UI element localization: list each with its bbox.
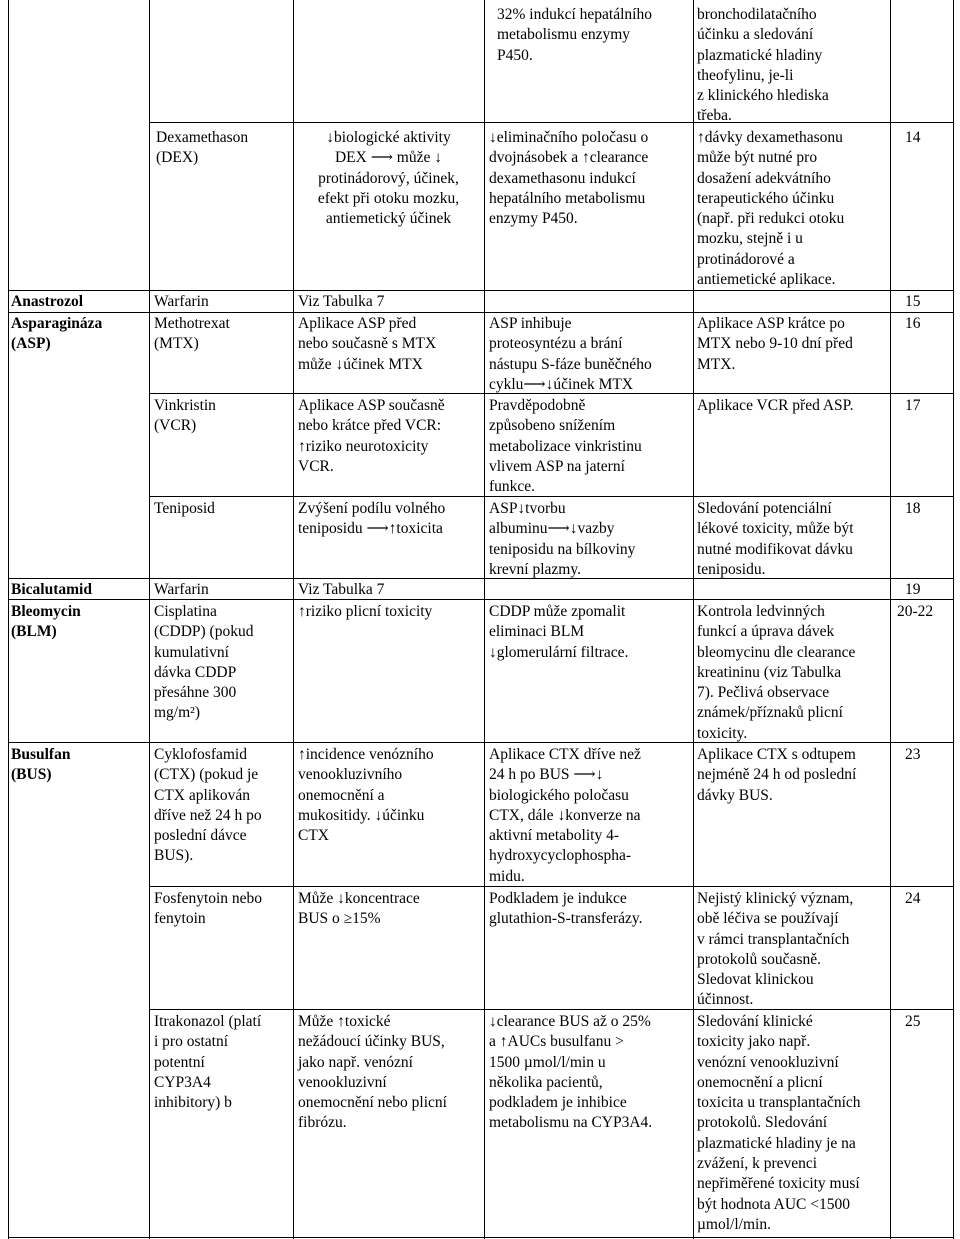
- action-cell: Nejistý klinický význam, obě léčiva se používají v rámci transplantačních protokolů současně. Sledovat klinickou účinnost.: [697, 890, 854, 1009]
- mechanism-cell: ASP↓tvorbu albuminu⟶↓vazby teniposidu na bílkoviny krevní plazmy.: [489, 500, 636, 578]
- effect-cell: Aplikace ASP současně nebo krátce před VCR: ↑riziko neurotoxicity VCR.: [298, 397, 445, 475]
- action-cell: ↑dávky dexamethasonu může být nutné pro dosažení adekvátního terapeutického účinku (např. při redukci otoku mozku, stejně i u protinádorové a antiemetické aplikace.: [697, 129, 845, 289]
- mechanism-cell: ↓clearance BUS až o 25% a ↑AUCs busulfanu > 1500 µmol/l/min u několika pacientů, podkladem je inhibice metabolismu na CYP3A4.: [489, 1013, 653, 1132]
- grid-line: [8, 312, 953, 313]
- agent-cell: Itrakonazol (platí i pro ostatní potentní CYP3A4 inhibitory) b: [154, 1013, 262, 1112]
- agent-cell: Cisplatina (CDDP) (pokud kumulativní dávka CDDP přesáhne 300 mg/m²): [154, 603, 254, 722]
- effect-cell: ↓biologické aktivity DEX ⟶ může ↓ protinádorový, účinek, efekt při otoku mozku, antiemetický účinek: [317, 129, 460, 228]
- ref-cell: 23: [905, 746, 921, 763]
- grid-line: [8, 1237, 953, 1238]
- grid-line: [293, 0, 294, 1239]
- ref-cell: 19: [905, 581, 921, 598]
- drug-name: Bleomycin (BLM): [11, 603, 81, 641]
- grid-line: [953, 0, 954, 1239]
- action-cell: Aplikace ASP krátce po MTX nebo 9-10 dní před MTX.: [697, 315, 853, 373]
- ref-cell: 16: [905, 315, 921, 332]
- ref-cell: 18: [905, 500, 921, 517]
- mechanism-cell: Aplikace CTX dříve než 24 h po BUS ⟶↓ biologického poločasu CTX, dále ↓konverze na aktivní metabolity 4- hydroxycyclophospha- midu.: [489, 746, 641, 885]
- grid-line: [693, 0, 694, 1239]
- ref-cell: 25: [905, 1013, 921, 1030]
- agent-cell: Teniposid: [154, 500, 215, 517]
- drug-name: Asparagináza (ASP): [11, 315, 103, 353]
- effect-cell: Aplikace ASP před nebo současně s MTX může ↓účinek MTX: [298, 315, 437, 373]
- agent-cell: Fosfenytoin nebo fenytoin: [154, 890, 263, 928]
- grid-line: [149, 0, 150, 1239]
- agent-cell: Dexamethason (DEX): [156, 129, 249, 167]
- action-cell: Aplikace VCR před ASP.: [697, 397, 854, 414]
- ref-cell: 14: [905, 129, 921, 146]
- mechanism-cell: Pravděpodobně způsobeno snížením metabolizace vinkristinu vlivem ASP na jaterní funkce.: [489, 397, 642, 496]
- ref-cell: 20-22: [897, 603, 934, 620]
- effect-cell: Zvýšení podílu volného teniposidu ⟶↑toxicita: [298, 500, 446, 538]
- action-cell: Aplikace CTX s odtupem nejméně 24 h od poslední dávky BUS.: [697, 746, 857, 804]
- mechanism-cell: 32% indukcí hepatálního metabolismu enzymy P450.: [497, 6, 652, 64]
- mechanism-cell: ↓eliminačního poločasu o dvojnásobek a ↑clearance dexamethasonu indukcí hepatálního metabolismu enzymy P450.: [489, 129, 649, 228]
- agent-cell: Warfarin: [154, 581, 209, 598]
- drug-name: Busulfan (BUS): [11, 746, 71, 784]
- agent-cell: Warfarin: [154, 293, 209, 310]
- action-cell: Kontrola ledvinných funkcí a úprava dávek bleomycinu dle clearance kreatininu (viz Tabulka 7). Pečlivá observace známek/příznaků plicní toxicity.: [697, 603, 856, 742]
- grid-line: [8, 599, 953, 600]
- mechanism-cell: ASP inhibuje proteosyntézu a brání nástupu S-fáze buněčného cyklu⟶↓účinek MTX: [489, 315, 652, 393]
- action-cell: bronchodilatačního účinku a sledování plazmatické hladiny theofylinu, je-li z klinického hlediska třeba.: [697, 6, 829, 125]
- effect-cell: Viz Tabulka 7: [298, 293, 385, 310]
- action-cell: Sledování klinické toxicity jako např. venózní venookluzivní onemocnění a plicní toxicita u transplantačních protokolů. Sledování plazmatické hladiny je na zvážení, k prevenci nepřiměřené toxicity musí být hodnota AUC <1500 µmol/l/min.: [697, 1013, 861, 1233]
- effect-cell: ↑riziko plicní toxicity: [298, 603, 433, 620]
- grid-line: [8, 0, 9, 1239]
- effect-cell: Může ↓koncentrace BUS o ≥15%: [298, 890, 420, 928]
- drug-name: Anastrozol: [11, 293, 84, 310]
- ref-cell: 17: [905, 397, 921, 414]
- mechanism-cell: Podkladem je indukce glutathion-S-transferázy.: [489, 890, 643, 928]
- grid-line: [890, 0, 891, 1239]
- agent-cell: Methotrexat (MTX): [154, 315, 230, 353]
- agent-cell: Cyklofosfamid (CTX) (pokud je CTX aplikován dříve než 24 h po poslední dávce BUS).: [154, 746, 262, 865]
- ref-cell: 15: [905, 293, 921, 310]
- ref-cell: 24: [905, 890, 921, 907]
- grid-line: [484, 0, 485, 1239]
- agent-cell: Vinkristin (VCR): [154, 397, 216, 435]
- effect-cell: Může ↑toxické nežádoucí účinky BUS, jako např. venózní venookluzivní onemocnění nebo plicní fibrózu.: [298, 1013, 447, 1132]
- drug-name: Bicalutamid: [11, 581, 92, 598]
- action-cell: Sledování potenciální lékové toxicity, může být nutné modifikovat dávku teniposidu.: [697, 500, 854, 578]
- effect-cell: ↑incidence venózního venookluzivního onemocnění a mukositidy. ↓účinku CTX: [298, 746, 434, 845]
- effect-cell: Viz Tabulka 7: [298, 581, 385, 598]
- mechanism-cell: CDDP může zpomalit eliminaci BLM ↓glomerulární filtrace.: [489, 603, 629, 661]
